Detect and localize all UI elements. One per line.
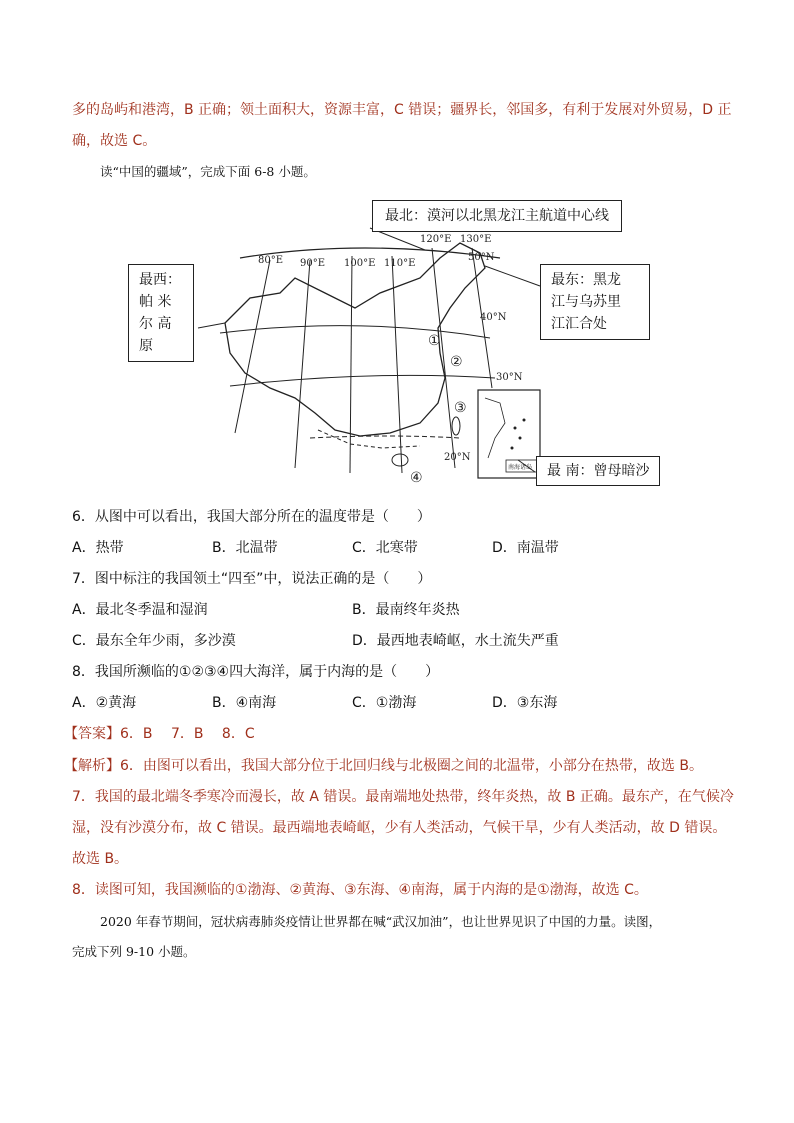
callout-north: 最北：漠河以北黑龙江主航道中心线	[372, 200, 622, 232]
analysis-tag: 【解析】	[64, 758, 120, 774]
q7-option-b: B．最南终年炎热	[352, 602, 460, 618]
callout-west-line-1: 最西：	[139, 272, 181, 288]
intro-9-10-line-1: 2020 年春节期间，冠状病毒肺炎疫情让世界都在喊“武汉加油”，也让世界见识了中国的力量。读图，	[100, 914, 662, 929]
analysis-line-6	[64, 756, 703, 776]
q6-option-c: C．北寒带	[352, 540, 418, 556]
callout-west-line-3: 尔 高	[139, 316, 172, 332]
q7-option-d: D．最西地表崎岖，水土流失严重	[352, 633, 559, 649]
sea-marker-4: ④	[410, 470, 423, 486]
lon-label-110: 110°E	[384, 258, 416, 269]
sea-marker-2: ②	[450, 354, 463, 370]
q6-option-b: B．北温带	[212, 540, 278, 556]
callout-west-line-2: 帕 米	[139, 294, 172, 310]
lat-label-20: 20°N	[444, 452, 471, 463]
map-graphic	[120, 198, 680, 498]
intro-6-8: 读“中国的疆域”，完成下面 6-8 小题。	[100, 164, 316, 179]
question-8: 8．我国所濒临的①②③④四大海洋，属于内海的是（ ）	[72, 664, 440, 680]
answer-line	[64, 724, 255, 744]
q7-option-a: A．最北冬季温和湿润	[72, 602, 208, 618]
analysis-7-line-2: 湿，没有沙漠分布，故 C 错误。最西端地表崎岖，少有人类活动，气候干旱，少有人类活动，故 D 错误。	[72, 820, 727, 836]
callout-west-line-4: 原	[139, 338, 153, 354]
lon-label-100: 100°E	[344, 258, 376, 269]
q8-option-c: C．①渤海	[352, 695, 417, 711]
q6-option-d: D．南温带	[492, 540, 559, 556]
question-6: 6．从图中可以看出，我国大部分所在的温度带是（ ）	[72, 509, 431, 525]
callout-south: 最 南：曾母暗沙	[536, 456, 660, 486]
lon-label-90: 90°E	[300, 258, 326, 269]
explanation-line-1: 多的岛屿和港湾，B 正确；领土面积大，资源丰富，C 错误；疆界长，邻国多，有利于发展对外贸易，D 正	[72, 102, 732, 118]
q6-option-a: A．热带	[72, 540, 124, 556]
lat-label-50: 50°N	[468, 252, 495, 263]
inset-label: 南海诸岛	[508, 464, 533, 471]
analysis-8: 8．读图可知，我国濒临的①渤海、②黄海、③东海、④南海，属于内海的是①渤海，故选 C。	[72, 882, 648, 898]
lat-label-30: 30°N	[496, 372, 523, 383]
lat-label-40: 40°N	[480, 312, 507, 323]
q8-option-a: A．②黄海	[72, 695, 137, 711]
analysis-7-line-1: 7．我国的最北端冬季寒冷而漫长，故 A 错误。最南端地处热带，终年炎热，故 B 正确。最东产，在气候冷	[72, 789, 734, 805]
answer-text: 6．B 7．B 8．C	[120, 726, 255, 742]
callout-east-line-3: 江汇合处	[551, 316, 607, 332]
lon-label-130: 130°E	[460, 234, 492, 245]
question-7: 7．图中标注的我国领土“四至”中，说法正确的是（ ）	[72, 571, 432, 587]
q7-option-c: C．最东全年少雨，多沙漠	[72, 633, 236, 649]
analysis-6: 6．由图可以看出，我国大部分位于北回归线与北极圈之间的北温带，小部分在热带，故选 B。	[120, 758, 703, 774]
sea-marker-3: ③	[454, 400, 467, 416]
answer-tag: 【答案】	[64, 726, 120, 742]
lon-label-80: 80°E	[258, 255, 284, 266]
callout-west	[128, 264, 194, 362]
q8-option-b: B．④南海	[212, 695, 277, 711]
china-territory-map	[120, 198, 680, 498]
sea-marker-1: ①	[428, 333, 441, 349]
analysis-7-line-3: 故选 B。	[72, 851, 129, 867]
callout-east-line-1: 最东：黑龙	[551, 272, 621, 288]
lon-label-120: 120°E	[420, 234, 452, 245]
q8-option-d: D．③东海	[492, 695, 558, 711]
callout-east	[540, 264, 650, 340]
intro-9-10-line-2: 完成下列 9-10 小题。	[72, 944, 196, 959]
callout-east-line-2: 江与乌苏里	[551, 294, 621, 310]
explanation-line-2: 确，故选 C。	[72, 133, 157, 149]
